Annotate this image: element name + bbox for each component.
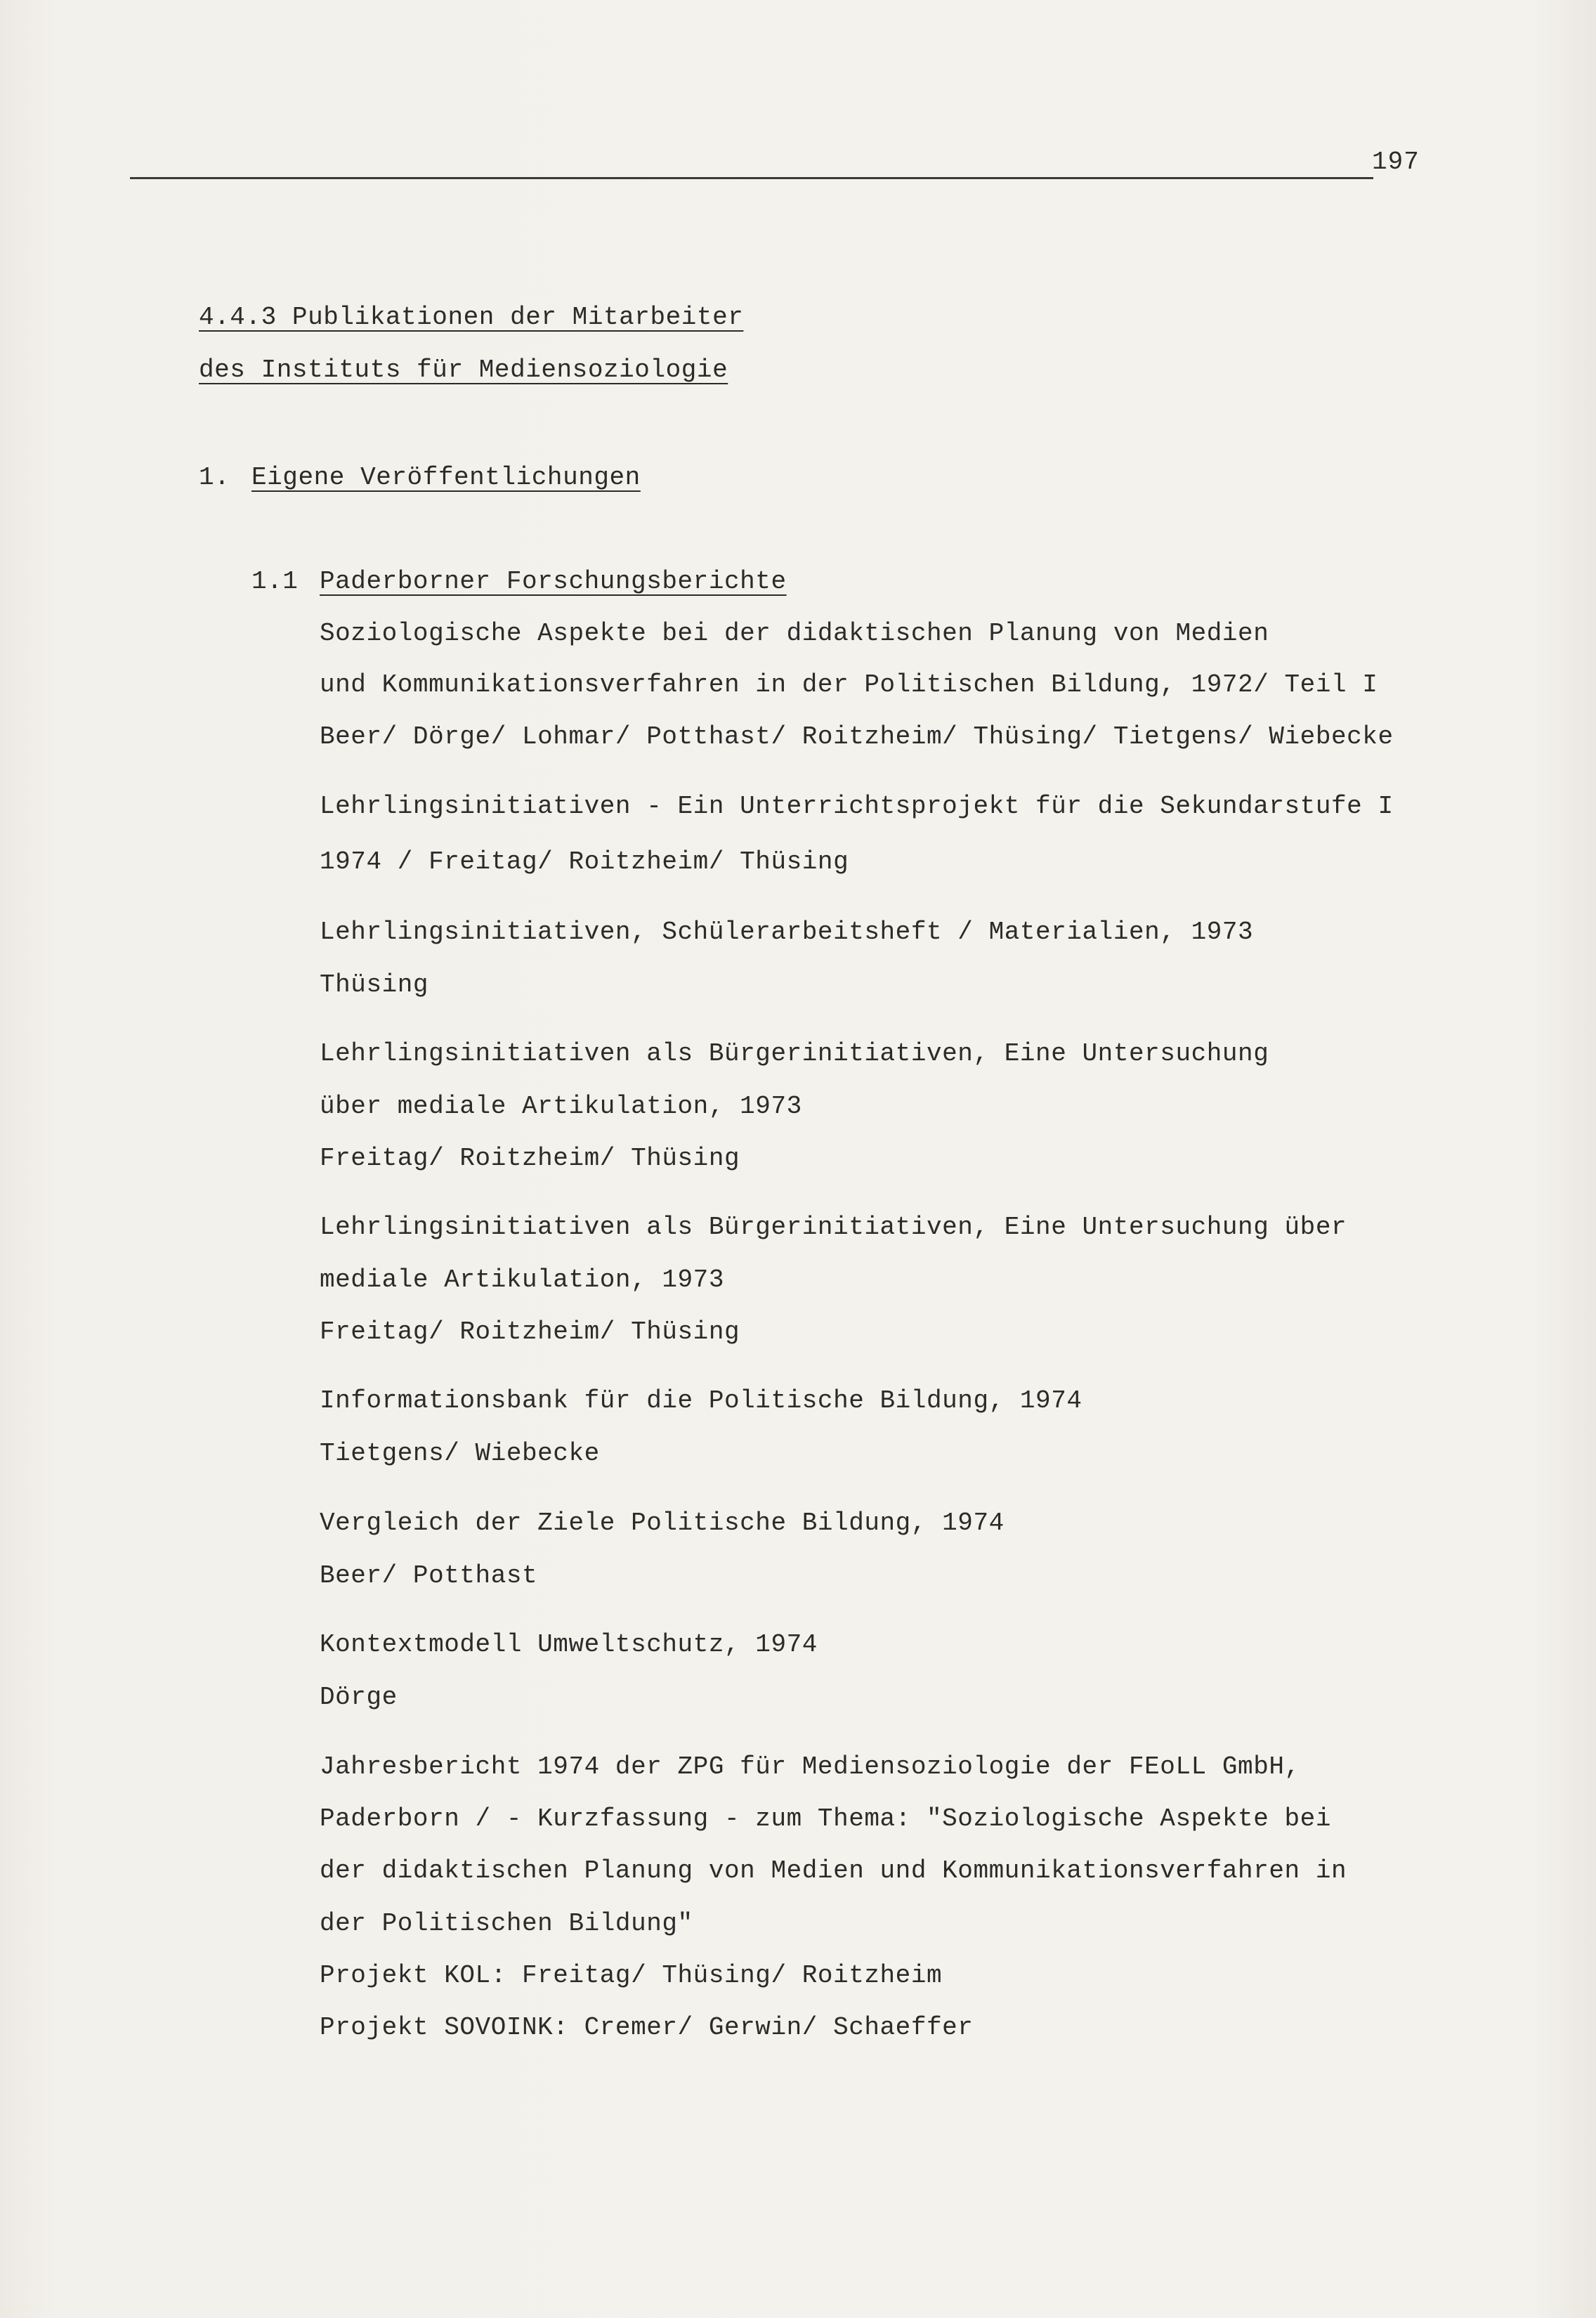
entry-line: Projekt SOVOINK: Cremer/ Gerwin/ Schaeffer — [320, 2013, 974, 2042]
entry-line: Lehrlingsinitiativen als Bürgerinitiativen, Eine Untersuchung über — [320, 1213, 1347, 1242]
entry-line: der Politischen Bildung" — [320, 1909, 693, 1938]
entry-line: Lehrlingsinitiativen, Schülerarbeitsheft / Materialien, 1973 — [320, 918, 1254, 946]
entry-line: 1974 / Freitag/ Roitzheim/ Thüsing — [320, 847, 849, 876]
entry-line: Jahresbericht 1974 der ZPG für Mediensoziologie der FEoLL GmbH, — [320, 1752, 1300, 1781]
entry-line: Soziologische Aspekte bei der didaktischen Planung von Medien — [320, 619, 1269, 648]
entry-line: Projekt KOL: Freitag/ Thüsing/ Roitzheim — [320, 1961, 943, 1990]
entry-line: Paderborn / - Kurzfassung - zum Thema: "Soziologische Aspekte bei — [320, 1804, 1331, 1833]
entry-line: Thüsing — [320, 970, 429, 999]
entry-line: Beer/ Potthast — [320, 1561, 538, 1590]
entry-line: mediale Artikulation, 1973 — [320, 1265, 724, 1294]
subsection-title: Eigene Veröffentlichungen — [251, 463, 641, 492]
entry-line: Tietgens/ Wiebecke — [320, 1439, 600, 1468]
subsubsection-number: 1.1 — [251, 567, 299, 596]
entry-line: der didaktischen Planung von Medien und Kommunikationsverfahren in — [320, 1856, 1347, 1885]
entry-line: Lehrlingsinitiativen - Ein Unterrichtsprojekt für die Sekundarstufe I — [320, 792, 1394, 821]
subsection-number: 1. — [199, 463, 230, 492]
entry-line: und Kommunikationsverfahren in der Politischen Bildung, 1972/ Teil I — [320, 670, 1378, 699]
entry-line: Freitag/ Roitzheim/ Thüsing — [320, 1144, 740, 1173]
entry-line: über mediale Artikulation, 1973 — [320, 1092, 802, 1121]
entry-line: Lehrlingsinitiativen als Bürgerinitiativen, Eine Untersuchung — [320, 1039, 1269, 1068]
entry-line: Beer/ Dörge/ Lohmar/ Potthast/ Roitzheim/ Thüsing/ Tietgens/ Wiebecke — [320, 722, 1394, 751]
section-heading-line-2: des Instituts für Mediensoziologie — [199, 356, 728, 384]
section-heading-line-1: 4.4.3 Publikationen der Mitarbeiter — [199, 303, 744, 332]
subsubsection-title: Paderborner Forschungsberichte — [320, 567, 787, 596]
entry-line: Freitag/ Roitzheim/ Thüsing — [320, 1317, 740, 1346]
entry-line: Informationsbank für die Politische Bildung, 1974 — [320, 1386, 1082, 1415]
entry-line: Dörge — [320, 1683, 398, 1712]
entry-line: Vergleich der Ziele Politische Bildung, 1974 — [320, 1509, 1005, 1537]
entry-line: Kontextmodell Umweltschutz, 1974 — [320, 1630, 818, 1659]
header-rule — [130, 177, 1373, 179]
page-number: 197 — [1372, 148, 1420, 176]
